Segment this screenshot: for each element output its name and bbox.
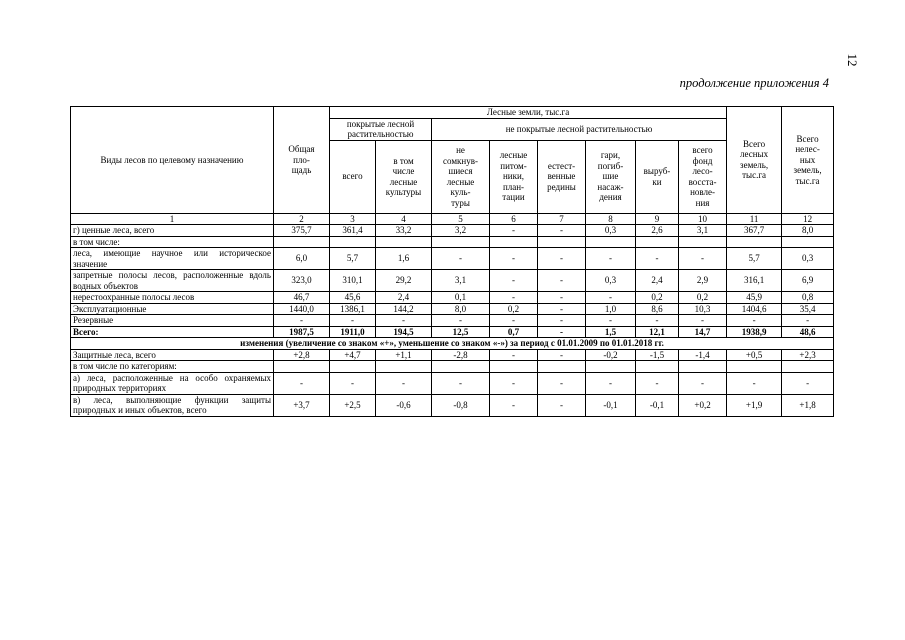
- table-cell: -: [679, 248, 727, 270]
- table-cell: 6,9: [782, 270, 834, 292]
- table-cell: -: [432, 315, 490, 327]
- header-line: насаж-: [597, 181, 624, 192]
- table-cell: 3,2: [432, 225, 490, 237]
- header-line: шие: [602, 171, 619, 182]
- table-cell: -: [490, 248, 538, 270]
- table-cell: 3,1: [679, 225, 727, 237]
- table-row: [71, 326, 834, 338]
- column-number-row: [71, 213, 834, 225]
- col-header-cultures: [376, 140, 432, 213]
- header-line: земель,: [793, 165, 822, 175]
- table-cell: 1386,1: [330, 303, 376, 315]
- table-cell: -: [636, 248, 679, 270]
- table-cell: -: [538, 303, 586, 315]
- table-cell: [274, 361, 330, 373]
- table-cell: +2,5: [330, 394, 376, 416]
- header-line: венные: [547, 171, 576, 182]
- header-line: щадь: [291, 165, 312, 175]
- table-cell: 367,7: [727, 225, 782, 237]
- table-cell: -0,2: [586, 349, 636, 361]
- table-cell: [490, 361, 538, 373]
- row-label: в) леса, выполняющие функции защиты природных и иных объектов, всего: [71, 394, 274, 416]
- table-cell: -: [538, 394, 586, 416]
- header-line: тыс.га: [795, 175, 820, 186]
- row-label: леса, имеющие научное или историческое значение: [71, 248, 274, 270]
- header-line: культуры: [385, 187, 422, 197]
- row-label: Эксплуатационные: [71, 303, 274, 315]
- table-cell: -: [586, 372, 636, 394]
- column-number: 4: [376, 213, 432, 225]
- table-cell: 5,7: [727, 248, 782, 270]
- col-header-unclosed: [432, 140, 490, 213]
- table-cell: +1,8: [782, 394, 834, 416]
- row-label: Всего:: [71, 326, 274, 338]
- table-cell: 1,0: [586, 303, 636, 315]
- table-cell: -0,1: [636, 394, 679, 416]
- header-line: пло-: [293, 154, 310, 165]
- table-cell: 310,1: [330, 270, 376, 292]
- changes-section-row: [71, 338, 834, 350]
- table-cell: 10,3: [679, 303, 727, 315]
- table-cell: -: [636, 372, 679, 394]
- table-cell: 1440,0: [274, 303, 330, 315]
- col-header-total-area: [274, 107, 330, 214]
- col-header-glades: [538, 140, 586, 213]
- header-line: числе: [392, 166, 415, 176]
- table-cell: 35,4: [782, 303, 834, 315]
- appendix-subtitle: продолжение приложения 4: [679, 76, 829, 90]
- table-cell: [636, 361, 679, 373]
- table-cell: 45,9: [727, 292, 782, 304]
- header-line: восста-: [688, 176, 717, 187]
- table-cell: -: [636, 315, 679, 327]
- column-number: 9: [636, 213, 679, 225]
- table-cell: 0,2: [490, 303, 538, 315]
- table-cell: -: [274, 315, 330, 327]
- header-line: ных: [799, 154, 816, 165]
- table-cell: -: [330, 315, 376, 327]
- table-cell: -: [538, 292, 586, 304]
- header-line: Всего: [743, 138, 766, 149]
- table-cell: -: [330, 372, 376, 394]
- header-line: шиеся: [448, 166, 473, 176]
- table-cell: -: [490, 372, 538, 394]
- changes-title: изменения (увеличение со знаком «+», уменьшение со знаком «-») за период с 01.01.2009 по 01.01.2018 гг.: [71, 338, 834, 350]
- header-line: лесные: [389, 176, 418, 187]
- header-line: в том: [393, 155, 414, 166]
- table-cell: -: [538, 248, 586, 270]
- header-line: дения: [599, 192, 622, 203]
- table-cell: -2,8: [432, 349, 490, 361]
- table-cell: 1938,9: [727, 326, 782, 338]
- header-line: тации: [502, 192, 525, 203]
- header-line: ки: [652, 176, 662, 187]
- table-cell: -: [586, 315, 636, 327]
- table-cell: [727, 236, 782, 248]
- table-row: [71, 292, 834, 304]
- table-cell: -1,5: [636, 349, 679, 361]
- header-line: выруб-: [643, 166, 671, 176]
- table-cell: 0,1: [432, 292, 490, 304]
- header-line: лесных: [740, 149, 769, 160]
- row-label: Защитные леса, всего: [71, 349, 274, 361]
- table-cell: -: [538, 372, 586, 394]
- table-cell: 6,0: [274, 248, 330, 270]
- header-line: туры: [451, 197, 470, 208]
- table-cell: [376, 361, 432, 373]
- header-line: гари,: [600, 150, 621, 161]
- header-line: не: [456, 145, 465, 155]
- table-cell: [679, 236, 727, 248]
- table-cell: [432, 361, 490, 373]
- table-cell: 29,2: [376, 270, 432, 292]
- table-cell: -: [727, 315, 782, 327]
- col-header-cuttings: [636, 140, 679, 213]
- col-header-covered-total: всего: [330, 140, 376, 213]
- table-cell: 0,7: [490, 326, 538, 338]
- header-line: новле-: [690, 187, 715, 197]
- table-cell: 12,5: [432, 326, 490, 338]
- table-cell: +2,8: [274, 349, 330, 361]
- row-label: а) леса, расположенные на особо охраняемых природных территориях: [71, 372, 274, 394]
- header-line: всего: [692, 145, 713, 155]
- table-cell: [782, 361, 834, 373]
- table-cell: 3,1: [432, 270, 490, 292]
- col-header-types: Виды лесов по целевому назначению: [71, 107, 274, 214]
- row-label: нерестоохранные полосы лесов: [71, 292, 274, 304]
- row-label: в том числе:: [71, 236, 274, 248]
- table-cell: -: [490, 394, 538, 416]
- table-cell: +1,1: [376, 349, 432, 361]
- table-cell: 46,7: [274, 292, 330, 304]
- table-cell: 2,4: [376, 292, 432, 304]
- table-cell: -: [274, 372, 330, 394]
- header-line: лесные: [446, 176, 475, 187]
- table-row: [71, 394, 834, 416]
- table-cell: -: [376, 372, 432, 394]
- table-cell: +3,7: [274, 394, 330, 416]
- table-row: [71, 225, 834, 237]
- table-cell: +4,7: [330, 349, 376, 361]
- table-cell: -: [586, 248, 636, 270]
- table-cell: [538, 361, 586, 373]
- table-row: [71, 236, 834, 248]
- header-line: земель,: [740, 159, 769, 170]
- column-number: 11: [727, 213, 782, 225]
- table-cell: -: [376, 315, 432, 327]
- table-row: [71, 303, 834, 315]
- table-cell: +0,2: [679, 394, 727, 416]
- table-cell: -: [538, 326, 586, 338]
- table-cell: 361,4: [330, 225, 376, 237]
- table-cell: 45,6: [330, 292, 376, 304]
- row-label: в том числе по категориям:: [71, 361, 274, 373]
- column-number: 2: [274, 213, 330, 225]
- header-line: редины: [547, 181, 576, 192]
- table-cell: -: [490, 315, 538, 327]
- table-row: [71, 361, 834, 373]
- table-row: [71, 372, 834, 394]
- table-cell: [274, 236, 330, 248]
- table-cell: 0,3: [782, 248, 834, 270]
- table-cell: -: [679, 315, 727, 327]
- table-cell: 2,9: [679, 270, 727, 292]
- table-cell: -: [432, 248, 490, 270]
- table-cell: 1,6: [376, 248, 432, 270]
- header-line: нелес-: [795, 144, 820, 154]
- table-cell: 375,7: [274, 225, 330, 237]
- table-cell: +0,5: [727, 349, 782, 361]
- table-cell: 0,2: [679, 292, 727, 304]
- col-header-regen-fund: [679, 140, 727, 213]
- table-cell: -: [490, 349, 538, 361]
- header-line: лесные: [499, 150, 528, 161]
- row-label: Резервные: [71, 315, 274, 327]
- table-cell: +2,3: [782, 349, 834, 361]
- column-number: 10: [679, 213, 727, 225]
- header-line: ния: [695, 197, 710, 208]
- table-cell: -: [782, 315, 834, 327]
- column-number: 3: [330, 213, 376, 225]
- col-header-covered: покрытые лесной растительностью: [330, 118, 432, 140]
- table-cell: +1,9: [727, 394, 782, 416]
- row-label: запретные полосы лесов, расположенные вдоль водных объектов: [71, 270, 274, 292]
- header-line: погиб-: [597, 160, 624, 171]
- table-cell: 0,3: [586, 270, 636, 292]
- table-cell: -: [490, 225, 538, 237]
- table-cell: 2,6: [636, 225, 679, 237]
- table-cell: 8,6: [636, 303, 679, 315]
- table-cell: [376, 236, 432, 248]
- header-line: тыс.га: [742, 170, 767, 181]
- table-cell: -: [782, 372, 834, 394]
- table-row: [71, 315, 834, 327]
- table-cell: 14,7: [679, 326, 727, 338]
- table-cell: [679, 361, 727, 373]
- table-cell: [330, 361, 376, 373]
- table-cell: 8,0: [782, 225, 834, 237]
- table-cell: 323,0: [274, 270, 330, 292]
- table-cell: 12,1: [636, 326, 679, 338]
- table-cell: 0,3: [586, 225, 636, 237]
- table-cell: 48,6: [782, 326, 834, 338]
- table-cell: [538, 236, 586, 248]
- table-cell: -: [727, 372, 782, 394]
- table-cell: 8,0: [432, 303, 490, 315]
- table-cell: 33,2: [376, 225, 432, 237]
- table-cell: -0,1: [586, 394, 636, 416]
- col-header-burnt: [586, 140, 636, 213]
- table-cell: -: [679, 372, 727, 394]
- table-cell: -: [538, 225, 586, 237]
- table-cell: -0,6: [376, 394, 432, 416]
- table-cell: 316,1: [727, 270, 782, 292]
- header-line: питом-: [500, 160, 527, 171]
- column-number: 8: [586, 213, 636, 225]
- column-number: 6: [490, 213, 538, 225]
- table-cell: -: [538, 349, 586, 361]
- table-cell: -1,4: [679, 349, 727, 361]
- column-number: 12: [782, 213, 834, 225]
- col-header-total-forest: [727, 107, 782, 214]
- table-cell: -: [538, 315, 586, 327]
- table-row: [71, 349, 834, 361]
- page-number: 12: [845, 53, 860, 67]
- header-line: куль-: [450, 187, 471, 197]
- table-cell: 194,5: [376, 326, 432, 338]
- table-cell: [490, 236, 538, 248]
- table-cell: 1987,5: [274, 326, 330, 338]
- column-number: 1: [71, 213, 274, 225]
- header-line: фонд: [692, 155, 713, 166]
- col-header-nurseries: [490, 140, 538, 213]
- table-cell: [636, 236, 679, 248]
- header-line: Всего: [796, 133, 819, 144]
- table-row: [71, 270, 834, 292]
- col-header-forest-lands: Лесные земли, тыс.га: [330, 107, 727, 119]
- table-cell: 1911,0: [330, 326, 376, 338]
- table-cell: -: [490, 292, 538, 304]
- header-line: план-: [502, 181, 525, 192]
- table-cell: 0,8: [782, 292, 834, 304]
- header-line: Общая: [288, 144, 315, 154]
- table-cell: [727, 361, 782, 373]
- table-cell: [432, 236, 490, 248]
- header-line: лесо-: [692, 166, 713, 176]
- row-label: г) ценные леса, всего: [71, 225, 274, 237]
- column-number: 5: [432, 213, 490, 225]
- header-line: сомкнув-: [443, 155, 478, 166]
- column-number: 7: [538, 213, 586, 225]
- header-line: ники,: [502, 171, 525, 182]
- table-cell: -: [432, 372, 490, 394]
- col-header-not-covered: не покрытые лесной растительностью: [432, 118, 727, 140]
- table-cell: [330, 236, 376, 248]
- forest-types-table: [70, 106, 834, 417]
- table-cell: -: [538, 270, 586, 292]
- table-cell: [782, 236, 834, 248]
- table-row: [71, 248, 834, 270]
- header-line: естест-: [547, 160, 576, 171]
- table-cell: -: [586, 292, 636, 304]
- table-cell: [586, 361, 636, 373]
- col-header-total-nonforest: [782, 107, 834, 214]
- table-cell: 1,5: [586, 326, 636, 338]
- table-cell: 5,7: [330, 248, 376, 270]
- table-cell: 0,2: [636, 292, 679, 304]
- table-cell: 144,2: [376, 303, 432, 315]
- table-cell: -0,8: [432, 394, 490, 416]
- table-cell: [586, 236, 636, 248]
- table-cell: -: [490, 270, 538, 292]
- table-cell: 1404,6: [727, 303, 782, 315]
- table-cell: 2,4: [636, 270, 679, 292]
